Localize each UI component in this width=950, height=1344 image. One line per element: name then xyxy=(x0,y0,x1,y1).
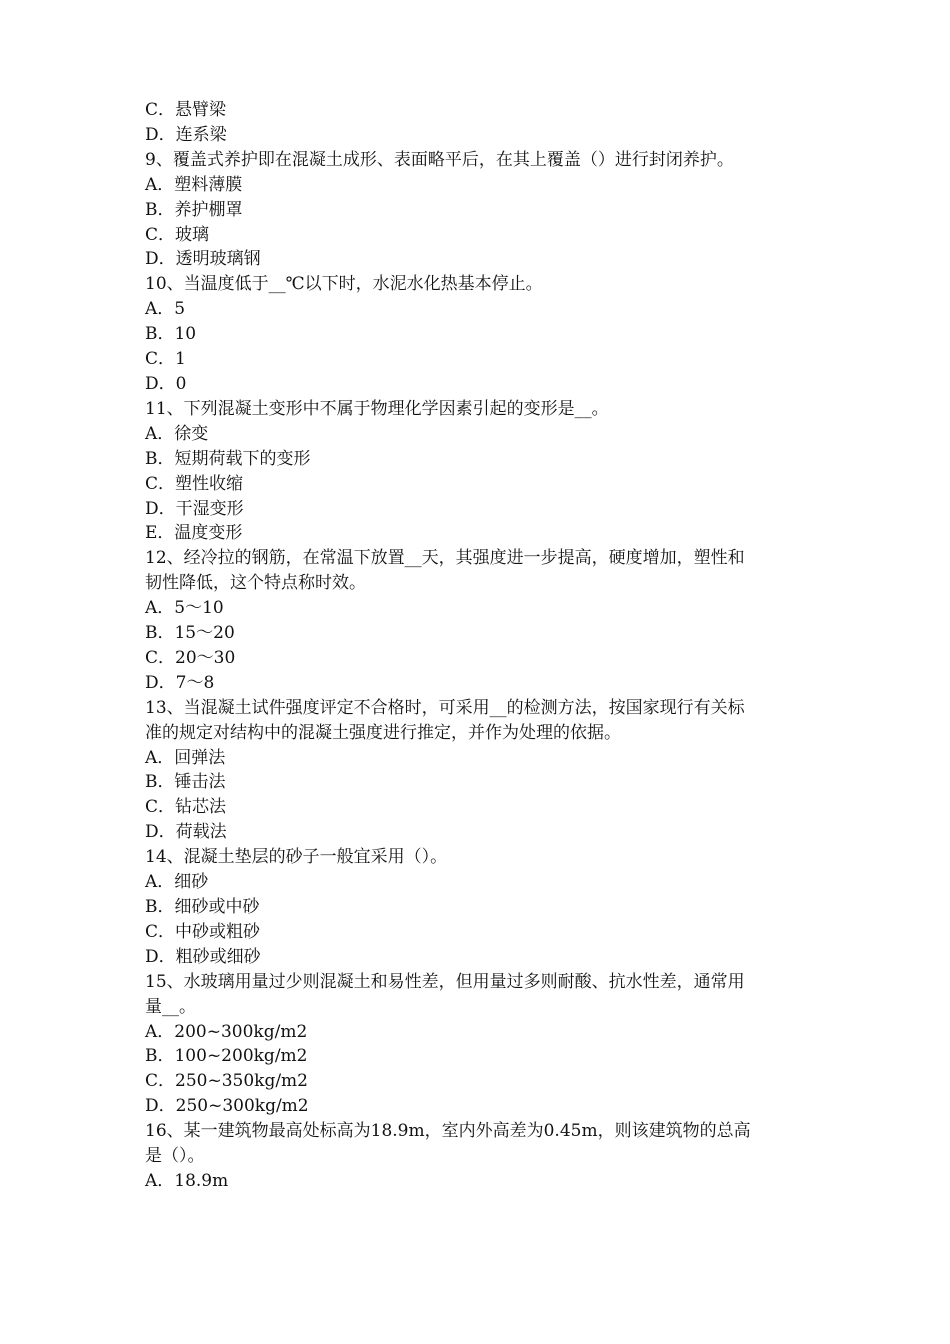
option-line: A．5～10 xyxy=(145,598,224,619)
question-line: 14、混凝土垫层的砂子一般宜采用（）。 xyxy=(145,847,448,868)
question-line: 韧性降低，这个特点称时效。 xyxy=(145,573,366,594)
option-line: A．18.9m xyxy=(145,1170,229,1191)
question-line: 量__。 xyxy=(145,996,196,1017)
option-line: B．10 xyxy=(145,324,197,345)
option-line: A．200~300kg/m2 xyxy=(145,1021,308,1042)
option-line: B．短期荷载下的变形 xyxy=(145,448,311,469)
question-line: 13、当混凝土试件强度评定不合格时，可采用__的检测方法，按国家现行有关标 xyxy=(145,697,745,718)
option-line: D．连系梁 xyxy=(145,124,227,145)
option-line: B．100~200kg/m2 xyxy=(145,1046,308,1067)
option-line: A．细砂 xyxy=(145,872,209,893)
option-line: B．细砂或中砂 xyxy=(145,897,260,917)
option-line: D．干湿变形 xyxy=(145,498,244,519)
option-line: C．玻璃 xyxy=(145,224,210,245)
question-line: 9、覆盖式养护即在混凝土成形、表面略平后，在其上覆盖（）进行封闭养护。 xyxy=(145,149,734,170)
option-line: C．塑性收缩 xyxy=(145,473,244,494)
option-line: C．悬臂梁 xyxy=(145,100,227,120)
option-line: D．透明玻璃钢 xyxy=(145,249,261,270)
option-line: D．250~300kg/m2 xyxy=(145,1096,309,1117)
option-line: C．20～30 xyxy=(145,647,236,668)
option-line: D．0 xyxy=(145,373,187,394)
question-line: 是（）。 xyxy=(145,1146,205,1167)
option-line: D．粗砂或细砂 xyxy=(145,946,261,967)
option-line: D．7～8 xyxy=(145,672,215,693)
option-line: A．徐变 xyxy=(145,423,209,444)
option-line: C．中砂或粗砂 xyxy=(145,921,261,942)
option-line: C．钻芯法 xyxy=(145,797,227,818)
option-line: D．荷载法 xyxy=(145,822,227,843)
option-line: C．1 xyxy=(145,349,186,370)
document-text xyxy=(145,98,820,1194)
question-line: 15、水玻璃用量过少则混凝土和易性差，但用量过多则耐酸、抗水性差，通常用 xyxy=(145,971,745,992)
option-line: A．回弹法 xyxy=(145,747,226,768)
option-line: B．15～20 xyxy=(145,623,235,644)
option-line: C．250~350kg/m2 xyxy=(145,1071,308,1092)
option-line: E．温度变形 xyxy=(145,523,243,544)
option-line: A．5 xyxy=(145,299,186,320)
option-line: B．养护棚罩 xyxy=(145,199,243,220)
question-line: 12、经冷拉的钢筋，在常温下放置__天，其强度进一步提高，硬度增加，塑性和 xyxy=(145,548,745,569)
question-line: 11、下列混凝土变形中不属于物理化学因素引起的变形是__。 xyxy=(145,398,609,419)
question-line: 16、某一建筑物最高处标高为18.9m，室内外高差为0.45m，则该建筑物的总高 xyxy=(145,1121,751,1142)
option-line: A．塑料薄膜 xyxy=(145,174,243,195)
question-line: 准的规定对结构中的混凝土强度进行推定，并作为处理的依据。 xyxy=(145,722,621,743)
option-line: B．锤击法 xyxy=(145,772,226,793)
question-line: 10、当温度低于__℃以下时，水泥水化热基本停止。 xyxy=(145,274,543,295)
